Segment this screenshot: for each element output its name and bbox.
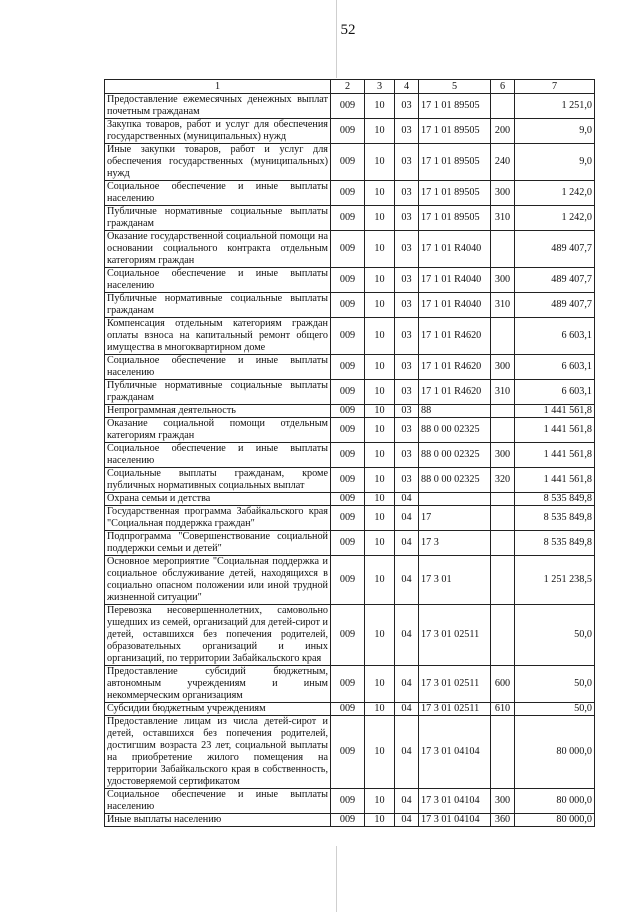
grbs-code-cell: 009 — [331, 119, 365, 144]
table-row — [105, 493, 595, 506]
target-article-cell: 17 1 01 89505 — [419, 144, 491, 181]
target-article-cell: 17 3 01 02511 — [419, 703, 491, 716]
subsection-code-cell: 03 — [395, 318, 419, 355]
section-code-cell: 10 — [365, 703, 395, 716]
table-row — [105, 666, 595, 703]
section-code-cell: 10 — [365, 119, 395, 144]
subsection-code-cell: 03 — [395, 231, 419, 268]
subsection-code-cell: 03 — [395, 418, 419, 443]
expense-type-cell — [491, 605, 515, 666]
grbs-code-cell: 009 — [331, 144, 365, 181]
target-article-cell: 17 1 01 R4040 — [419, 231, 491, 268]
subsection-code-cell: 03 — [395, 94, 419, 119]
row-name-cell: Социальные выплаты гражданам, кроме публичных нормативных социальных выплат — [105, 468, 331, 493]
row-name-cell: Субсидии бюджетным учреждениям — [105, 703, 331, 716]
grbs-code-cell: 009 — [331, 443, 365, 468]
target-article-cell: 17 — [419, 506, 491, 531]
row-name-cell: Основное мероприятие "Социальная поддержка и социальное обслуживание детей, находящихся в социально опасном положении или иной трудной жизненной ситуации" — [105, 556, 331, 605]
section-code-cell: 10 — [365, 493, 395, 506]
row-name-cell: Социальное обеспечение и иные выплаты населению — [105, 181, 331, 206]
expense-type-cell: 310 — [491, 380, 515, 405]
section-code-cell: 10 — [365, 666, 395, 703]
expense-type-cell: 310 — [491, 206, 515, 231]
target-article-cell: 88 0 00 02325 — [419, 468, 491, 493]
amount-cell: 6 603,1 — [515, 355, 595, 380]
column-header: 1 — [105, 80, 331, 94]
target-article-cell: 17 3 01 02511 — [419, 605, 491, 666]
section-code-cell: 10 — [365, 716, 395, 789]
subsection-code-cell: 03 — [395, 380, 419, 405]
subsection-code-cell: 03 — [395, 181, 419, 206]
amount-cell: 8 535 849,8 — [515, 531, 595, 556]
amount-cell: 6 603,1 — [515, 318, 595, 355]
section-code-cell: 10 — [365, 144, 395, 181]
table-row — [105, 144, 595, 181]
subsection-code-cell: 03 — [395, 293, 419, 318]
column-header: 6 — [491, 80, 515, 94]
target-article-cell: 88 0 00 02325 — [419, 418, 491, 443]
target-article-cell: 88 0 00 02325 — [419, 443, 491, 468]
column-header: 7 — [515, 80, 595, 94]
section-code-cell: 10 — [365, 318, 395, 355]
section-code-cell: 10 — [365, 405, 395, 418]
subsection-code-cell: 03 — [395, 443, 419, 468]
expense-type-cell: 610 — [491, 703, 515, 716]
table-row — [105, 318, 595, 355]
row-name-cell: Непрограммная деятельность — [105, 405, 331, 418]
target-article-cell: 17 3 01 04104 — [419, 814, 491, 827]
expense-type-cell: 310 — [491, 293, 515, 318]
subsection-code-cell: 04 — [395, 703, 419, 716]
page-number: 52 — [340, 22, 356, 38]
amount-cell: 6 603,1 — [515, 380, 595, 405]
table-row — [105, 605, 595, 666]
row-name-cell: Предоставление субсидий бюджетным, автономным учреждениям и иным некоммерческим организациям — [105, 666, 331, 703]
amount-cell: 80 000,0 — [515, 789, 595, 814]
expense-type-cell: 240 — [491, 144, 515, 181]
table-row — [105, 293, 595, 318]
column-header: 4 — [395, 80, 419, 94]
row-name-cell: Оказание социальной помощи отдельным категориям граждан — [105, 418, 331, 443]
subsection-code-cell: 03 — [395, 468, 419, 493]
grbs-code-cell: 009 — [331, 716, 365, 789]
expense-type-cell: 600 — [491, 666, 515, 703]
grbs-code-cell: 009 — [331, 605, 365, 666]
grbs-code-cell: 009 — [331, 355, 365, 380]
amount-cell: 489 407,7 — [515, 268, 595, 293]
grbs-code-cell: 009 — [331, 293, 365, 318]
section-code-cell: 10 — [365, 293, 395, 318]
expense-type-cell: 320 — [491, 468, 515, 493]
subsection-code-cell: 03 — [395, 405, 419, 418]
expense-type-cell — [491, 94, 515, 119]
table-row — [105, 789, 595, 814]
table-row — [105, 206, 595, 231]
target-article-cell: 17 3 01 04104 — [419, 716, 491, 789]
grbs-code-cell: 009 — [331, 231, 365, 268]
amount-cell: 1 441 561,8 — [515, 468, 595, 493]
subsection-code-cell: 04 — [395, 789, 419, 814]
grbs-code-cell: 009 — [331, 703, 365, 716]
expense-type-cell: 300 — [491, 789, 515, 814]
target-article-cell: 17 1 01 89505 — [419, 206, 491, 231]
expense-type-cell: 360 — [491, 814, 515, 827]
grbs-code-cell: 009 — [331, 531, 365, 556]
grbs-code-cell: 009 — [331, 318, 365, 355]
section-code-cell: 10 — [365, 181, 395, 206]
section-code-cell: 10 — [365, 789, 395, 814]
row-name-cell: Государственная программа Забайкальского края "Социальная поддержка граждан" — [105, 506, 331, 531]
grbs-code-cell: 009 — [331, 814, 365, 827]
section-code-cell: 10 — [365, 443, 395, 468]
amount-cell: 1 441 561,8 — [515, 405, 595, 418]
grbs-code-cell: 009 — [331, 493, 365, 506]
amount-cell: 1 251 238,5 — [515, 556, 595, 605]
target-article-cell: 17 3 01 02511 — [419, 666, 491, 703]
grbs-code-cell: 009 — [331, 418, 365, 443]
target-article-cell: 17 1 01 R4620 — [419, 318, 491, 355]
section-code-cell: 10 — [365, 605, 395, 666]
section-code-cell: 10 — [365, 531, 395, 556]
section-code-cell: 10 — [365, 468, 395, 493]
subsection-code-cell: 04 — [395, 493, 419, 506]
subsection-code-cell: 04 — [395, 716, 419, 789]
table-row — [105, 405, 595, 418]
row-name-cell: Компенсация отдельным категориям граждан оплаты взноса на капитальный ремонт общего имущества в многоквартирном доме — [105, 318, 331, 355]
amount-cell: 8 535 849,8 — [515, 493, 595, 506]
section-code-cell: 10 — [365, 506, 395, 531]
row-name-cell: Предоставление ежемесячных денежных выплат почетным гражданам — [105, 94, 331, 119]
subsection-code-cell: 03 — [395, 355, 419, 380]
expense-type-cell — [491, 716, 515, 789]
target-article-cell: 17 1 01 R4040 — [419, 293, 491, 318]
amount-cell: 9,0 — [515, 119, 595, 144]
row-name-cell: Социальное обеспечение и иные выплаты населению — [105, 789, 331, 814]
grbs-code-cell: 009 — [331, 666, 365, 703]
grbs-code-cell: 009 — [331, 94, 365, 119]
table-row — [105, 443, 595, 468]
grbs-code-cell: 009 — [331, 206, 365, 231]
expense-type-cell: 300 — [491, 268, 515, 293]
target-article-cell: 17 1 01 89505 — [419, 119, 491, 144]
grbs-code-cell: 009 — [331, 181, 365, 206]
table-row — [105, 531, 595, 556]
table-row — [105, 506, 595, 531]
grbs-code-cell: 009 — [331, 468, 365, 493]
table-row — [105, 380, 595, 405]
amount-cell: 1 242,0 — [515, 206, 595, 231]
target-article-cell: 17 3 01 04104 — [419, 789, 491, 814]
column-header: 2 — [331, 80, 365, 94]
table-row — [105, 355, 595, 380]
table-row — [105, 94, 595, 119]
fold-line-top — [336, 0, 337, 78]
expense-type-cell: 300 — [491, 443, 515, 468]
row-name-cell: Оказание государственной социальной помощи на основании социального контракта отдельным категориям граждан — [105, 231, 331, 268]
table-row — [105, 468, 595, 493]
expense-type-cell: 300 — [491, 355, 515, 380]
amount-cell: 8 535 849,8 — [515, 506, 595, 531]
row-name-cell: Иные выплаты населению — [105, 814, 331, 827]
row-name-cell: Социальное обеспечение и иные выплаты населению — [105, 443, 331, 468]
table-row — [105, 814, 595, 827]
amount-cell: 50,0 — [515, 605, 595, 666]
row-name-cell: Иные закупки товаров, работ и услуг для обеспечения государственных (муниципальных) нужд — [105, 144, 331, 181]
budget-table — [104, 79, 595, 827]
column-header: 5 — [419, 80, 491, 94]
target-article-cell: 17 3 — [419, 531, 491, 556]
expense-type-cell: 300 — [491, 181, 515, 206]
grbs-code-cell: 009 — [331, 789, 365, 814]
subsection-code-cell: 04 — [395, 556, 419, 605]
fold-line-bottom — [336, 846, 337, 912]
section-code-cell: 10 — [365, 355, 395, 380]
row-name-cell: Социальное обеспечение и иные выплаты населению — [105, 355, 331, 380]
amount-cell: 50,0 — [515, 703, 595, 716]
row-name-cell: Подпрограмма "Совершенствование социальной поддержки семьи и детей" — [105, 531, 331, 556]
expense-type-cell — [491, 318, 515, 355]
target-article-cell: 17 1 01 R4620 — [419, 380, 491, 405]
amount-cell: 1 242,0 — [515, 181, 595, 206]
target-article-cell: 17 1 01 R4040 — [419, 268, 491, 293]
amount-cell: 1 441 561,8 — [515, 443, 595, 468]
row-name-cell: Предоставление лицам из числа детей-сирот и детей, оставшихся без попечения родителей, достигшим возраста 23 лет, социальной выплаты на приобретение жилого помещения на территории Забайкальского края в собственность, удостоверяемой сертификатом — [105, 716, 331, 789]
expense-type-cell: 200 — [491, 119, 515, 144]
table-header-row — [105, 80, 595, 94]
amount-cell: 1 441 561,8 — [515, 418, 595, 443]
table-row — [105, 703, 595, 716]
row-name-cell: Перевозка несовершеннолетних, самовольно ушедших из семей, организаций для детей-сирот и детей, оставшихся без попечения родителей, образовательных организаций и иных организаций, по территории Забайкальского края — [105, 605, 331, 666]
section-code-cell: 10 — [365, 94, 395, 119]
table-row — [105, 119, 595, 144]
amount-cell: 80 000,0 — [515, 716, 595, 789]
target-article-cell: 17 1 01 89505 — [419, 94, 491, 119]
row-name-cell: Социальное обеспечение и иные выплаты населению — [105, 268, 331, 293]
section-code-cell: 10 — [365, 556, 395, 605]
column-header: 3 — [365, 80, 395, 94]
grbs-code-cell: 009 — [331, 506, 365, 531]
subsection-code-cell: 04 — [395, 666, 419, 703]
row-name-cell: Публичные нормативные социальные выплаты гражданам — [105, 380, 331, 405]
grbs-code-cell: 009 — [331, 556, 365, 605]
table-row — [105, 556, 595, 605]
amount-cell: 9,0 — [515, 144, 595, 181]
subsection-code-cell: 04 — [395, 605, 419, 666]
target-article-cell: 17 1 01 R4620 — [419, 355, 491, 380]
table-row — [105, 181, 595, 206]
grbs-code-cell: 009 — [331, 405, 365, 418]
target-article-cell: 17 3 01 — [419, 556, 491, 605]
subsection-code-cell: 04 — [395, 531, 419, 556]
table-row — [105, 716, 595, 789]
table-body — [105, 94, 595, 827]
amount-cell: 489 407,7 — [515, 231, 595, 268]
section-code-cell: 10 — [365, 418, 395, 443]
section-code-cell: 10 — [365, 206, 395, 231]
expense-type-cell — [491, 231, 515, 268]
subsection-code-cell: 03 — [395, 206, 419, 231]
target-article-cell: 17 1 01 89505 — [419, 181, 491, 206]
expense-type-cell — [491, 531, 515, 556]
row-name-cell: Закупка товаров, работ и услуг для обеспечения государственных (муниципальных) нужд — [105, 119, 331, 144]
amount-cell: 489 407,7 — [515, 293, 595, 318]
section-code-cell: 10 — [365, 380, 395, 405]
expense-type-cell — [491, 418, 515, 443]
grbs-code-cell: 009 — [331, 268, 365, 293]
section-code-cell: 10 — [365, 814, 395, 827]
grbs-code-cell: 009 — [331, 380, 365, 405]
subsection-code-cell: 03 — [395, 119, 419, 144]
section-code-cell: 10 — [365, 231, 395, 268]
expense-type-cell — [491, 493, 515, 506]
row-name-cell: Охрана семьи и детства — [105, 493, 331, 506]
target-article-cell: 88 — [419, 405, 491, 418]
row-name-cell: Публичные нормативные социальные выплаты гражданам — [105, 206, 331, 231]
subsection-code-cell: 04 — [395, 506, 419, 531]
amount-cell: 80 000,0 — [515, 814, 595, 827]
expense-type-cell — [491, 405, 515, 418]
table-row — [105, 268, 595, 293]
subsection-code-cell: 03 — [395, 268, 419, 293]
row-name-cell: Публичные нормативные социальные выплаты гражданам — [105, 293, 331, 318]
table-row — [105, 418, 595, 443]
amount-cell: 50,0 — [515, 666, 595, 703]
target-article-cell — [419, 493, 491, 506]
expense-type-cell — [491, 556, 515, 605]
subsection-code-cell: 04 — [395, 814, 419, 827]
table-row — [105, 231, 595, 268]
subsection-code-cell: 03 — [395, 144, 419, 181]
amount-cell: 1 251,0 — [515, 94, 595, 119]
expense-type-cell — [491, 506, 515, 531]
section-code-cell: 10 — [365, 268, 395, 293]
